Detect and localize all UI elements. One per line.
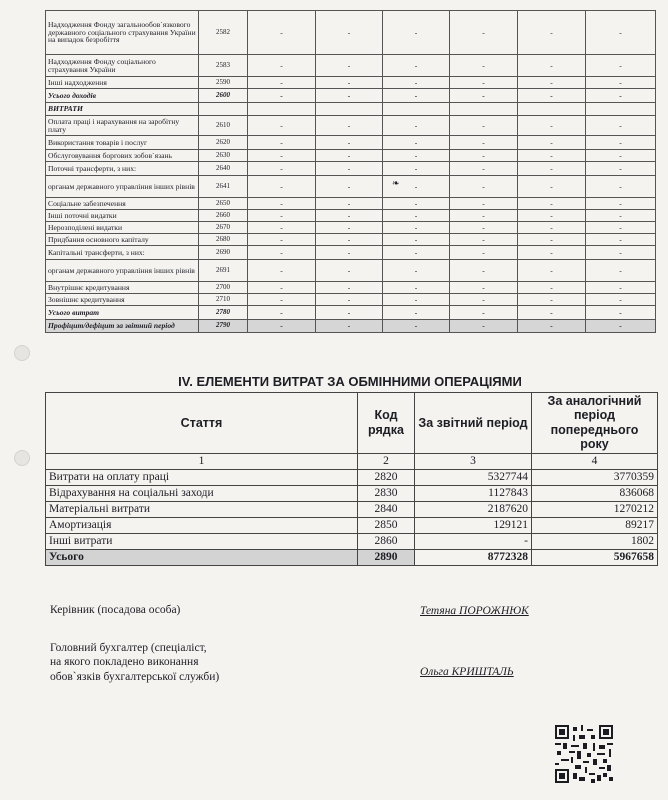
table-row (46, 162, 656, 176)
row-value: - (316, 306, 383, 320)
row-value: - (248, 234, 316, 246)
row-value: - (316, 246, 383, 260)
row-value: - (518, 77, 586, 89)
table-row (46, 485, 658, 501)
row-value: - (316, 11, 383, 55)
row-value: - (450, 320, 518, 333)
table-row (46, 103, 656, 116)
row-code: 2670 (199, 222, 248, 234)
row-current: 129121 (415, 517, 532, 533)
row-value: - (248, 306, 316, 320)
row-value: - (383, 136, 450, 150)
row-value: - (518, 89, 586, 103)
table-row (46, 533, 658, 549)
row-label: Внутрішнє кредитування (46, 282, 199, 294)
table-row (46, 260, 656, 282)
row-value: - (248, 55, 316, 77)
row-value: - (383, 11, 450, 55)
row-previous: 3770359 (532, 469, 658, 485)
row-value: - (316, 320, 383, 333)
row-value: - (383, 116, 450, 136)
row-value: - (450, 89, 518, 103)
row-code: 2850 (358, 517, 415, 533)
row-value: - (450, 282, 518, 294)
row-value: - (248, 162, 316, 176)
row-label: Капітальні трансферти, з них: (46, 246, 199, 260)
row-value: - (383, 55, 450, 77)
row-code: 2620 (199, 136, 248, 150)
row-value: - (518, 320, 586, 333)
table-row (46, 234, 656, 246)
row-code: 2691 (199, 260, 248, 282)
row-code: 2690 (199, 246, 248, 260)
row-current: - (415, 533, 532, 549)
row-value: - (316, 234, 383, 246)
accountant-title-line: на якого покладено виконання (50, 656, 199, 669)
row-value: - (586, 320, 656, 333)
row-value: - (518, 282, 586, 294)
row-label: органам державного управління інших рівнів (46, 260, 199, 282)
row-value: - (383, 246, 450, 260)
row-value: - (518, 234, 586, 246)
row-label: Зовнішнє кредитування (46, 294, 199, 306)
table-row (46, 77, 656, 89)
row-value: - (383, 198, 450, 210)
row-value: - (450, 136, 518, 150)
row-previous: 89217 (532, 517, 658, 533)
row-value: - (383, 294, 450, 306)
row-label: Інші поточні видатки (46, 210, 199, 222)
header-article: Стаття (46, 393, 358, 454)
row-value: - (586, 198, 656, 210)
row-current: 5327744 (415, 469, 532, 485)
row-label: Інші витрати (46, 533, 358, 549)
row-value: - (586, 282, 656, 294)
row-code: 2700 (199, 282, 248, 294)
row-label: органам державного управління інших рівнів (46, 176, 199, 198)
row-value: - (586, 234, 656, 246)
row-label: Нерозподілені видатки (46, 222, 199, 234)
row-value: - (248, 246, 316, 260)
row-label: Амортизація (46, 517, 358, 533)
row-value: - (248, 320, 316, 333)
row-label: Надходження Фонду загальнообов`язкового державного соціального страхування України на випадок безробіття (46, 11, 199, 55)
row-value: - (248, 294, 316, 306)
row-value: - (316, 162, 383, 176)
row-value: - (518, 222, 586, 234)
row-value (248, 103, 316, 116)
table-row (46, 294, 656, 306)
row-value: - (518, 116, 586, 136)
row-value: - (383, 234, 450, 246)
row-value: - (450, 11, 518, 55)
row-code: 2610 (199, 116, 248, 136)
table-row (46, 198, 656, 210)
col-number: 1 (46, 453, 358, 469)
row-code (199, 103, 248, 116)
row-previous: 5967658 (532, 549, 658, 565)
row-value: - (316, 210, 383, 222)
row-value: - (450, 260, 518, 282)
row-code: 2840 (358, 501, 415, 517)
row-value: - (586, 11, 656, 55)
accountant-name: Ольга КРИШТАЛЬ (420, 666, 514, 678)
row-code: 2780 (199, 306, 248, 320)
row-label: Матеріальні витрати (46, 501, 358, 517)
row-value: - (518, 294, 586, 306)
row-label: Надходження Фонду соціального страхування України (46, 55, 199, 77)
row-value: - (586, 306, 656, 320)
row-value: - (586, 210, 656, 222)
row-value: - (316, 260, 383, 282)
row-value: - (518, 260, 586, 282)
row-code: 2640 (199, 162, 248, 176)
row-value: - (248, 282, 316, 294)
row-value: - (518, 306, 586, 320)
row-label: Усього витрат (46, 306, 199, 320)
row-previous: 1270212 (532, 501, 658, 517)
row-value: - (316, 198, 383, 210)
punch-hole-icon (14, 345, 30, 361)
row-value: - (383, 89, 450, 103)
row-value: - (586, 89, 656, 103)
row-value: - (383, 282, 450, 294)
header-previous: За аналогічний період попереднього року (532, 393, 658, 454)
row-current: 8772328 (415, 549, 532, 565)
table-row (46, 320, 656, 333)
row-label: Витрати на оплату праці (46, 469, 358, 485)
row-value: - (248, 210, 316, 222)
row-value: - (316, 89, 383, 103)
row-label: Обслуговування боргових зобов`язань (46, 150, 199, 162)
row-value: - (383, 306, 450, 320)
row-label: ВИТРАТИ (46, 103, 199, 116)
row-value: - (316, 116, 383, 136)
row-code: 2830 (358, 485, 415, 501)
row-code: 2680 (199, 234, 248, 246)
row-value: - (316, 55, 383, 77)
row-value: - (586, 136, 656, 150)
row-value: - (248, 150, 316, 162)
table-row (46, 469, 658, 485)
table-row (46, 136, 656, 150)
row-value: - (450, 246, 518, 260)
row-value: - (450, 77, 518, 89)
accountant-title (50, 641, 219, 684)
col-number: 3 (415, 453, 532, 469)
row-value: - (518, 55, 586, 77)
section-title: IV. ЕЛЕМЕНТИ ВИТРАТ ЗА ОБМІННИМИ ОПЕРАЦІЯМИ (178, 374, 522, 389)
row-value: - (316, 176, 383, 198)
row-value: - (586, 162, 656, 176)
row-code: 2890 (358, 549, 415, 565)
row-value: - (586, 55, 656, 77)
row-value: - (450, 198, 518, 210)
row-value: - (518, 11, 586, 55)
row-value: - (450, 55, 518, 77)
head-name: Тетяна ПОРОЖНЮК (420, 605, 529, 617)
row-value: - (518, 210, 586, 222)
row-value: - (518, 150, 586, 162)
row-previous: 1802 (532, 533, 658, 549)
row-value: - (450, 294, 518, 306)
row-current: 1127843 (415, 485, 532, 501)
row-value: - (586, 116, 656, 136)
row-value: - (383, 210, 450, 222)
row-value: - (316, 294, 383, 306)
row-value (383, 103, 450, 116)
row-label: Оплата праці і нарахування на заробітну плату (46, 116, 199, 136)
table-row (46, 549, 658, 565)
row-value: - (383, 222, 450, 234)
expense-elements-table (45, 392, 658, 566)
row-value: - (450, 150, 518, 162)
row-value: - (586, 294, 656, 306)
row-code: 2790 (199, 320, 248, 333)
row-code: 2582 (199, 11, 248, 55)
row-value: - (248, 198, 316, 210)
row-value: - (450, 116, 518, 136)
row-value: - (450, 234, 518, 246)
row-value: - (316, 282, 383, 294)
row-code: 2630 (199, 150, 248, 162)
row-current: 2187620 (415, 501, 532, 517)
table-row (46, 176, 656, 198)
row-value: - (586, 176, 656, 198)
row-value: - (383, 162, 450, 176)
row-value: - (248, 89, 316, 103)
table-row (46, 116, 656, 136)
row-value (586, 103, 656, 116)
row-code: 2583 (199, 55, 248, 77)
row-value: - (316, 77, 383, 89)
row-code: 2710 (199, 294, 248, 306)
table-row (46, 306, 656, 320)
row-value: - (248, 176, 316, 198)
table-row (46, 11, 656, 55)
row-value (316, 103, 383, 116)
row-value: - (383, 260, 450, 282)
row-code: 2641 (199, 176, 248, 198)
table-row (46, 517, 658, 533)
header-code: Код рядка (358, 393, 415, 454)
table-row (46, 150, 656, 162)
row-code: 2650 (199, 198, 248, 210)
row-code: 2600 (199, 89, 248, 103)
row-value: - (248, 222, 316, 234)
table-row (46, 246, 656, 260)
row-value: - (450, 162, 518, 176)
row-value: - (383, 150, 450, 162)
row-label: Усього доходів (46, 89, 199, 103)
row-value: - (248, 260, 316, 282)
punch-hole-icon (14, 450, 30, 466)
row-value: - (586, 77, 656, 89)
row-value: - (586, 222, 656, 234)
table-row (46, 55, 656, 77)
row-label: Придбання основного капіталу (46, 234, 199, 246)
row-value: - (586, 150, 656, 162)
row-code: 2590 (199, 77, 248, 89)
col-number: 4 (532, 453, 658, 469)
row-label: Використання товарів і послуг (46, 136, 199, 150)
row-value: - (383, 176, 450, 198)
row-label: Профіцит/дефіцит за звітний період (46, 320, 199, 333)
row-value: - (450, 306, 518, 320)
row-value: - (450, 176, 518, 198)
row-value: - (316, 150, 383, 162)
revenue-expense-table (45, 10, 656, 333)
row-value: - (248, 11, 316, 55)
table-row (46, 222, 656, 234)
row-code: 2820 (358, 469, 415, 485)
row-value: - (316, 222, 383, 234)
row-label: Поточні трансферти, з них: (46, 162, 199, 176)
row-value: - (586, 260, 656, 282)
row-value: - (518, 136, 586, 150)
qr-code-icon (555, 725, 613, 783)
header-current: За звітний період (415, 393, 532, 454)
row-value: - (518, 198, 586, 210)
row-label: Усього (46, 549, 358, 565)
accountant-title-line: Головний бухгалтер (спеціаліст, (50, 642, 207, 654)
row-value: - (248, 136, 316, 150)
row-value: - (450, 222, 518, 234)
head-title: Керівник (посадова особа) (50, 604, 181, 616)
row-value: - (518, 176, 586, 198)
row-value: - (248, 77, 316, 89)
row-value: - (518, 162, 586, 176)
row-code: 2860 (358, 533, 415, 549)
row-label: Інші надходження (46, 77, 199, 89)
row-label: Відрахування на соціальні заходи (46, 485, 358, 501)
row-value: - (450, 210, 518, 222)
row-value: - (316, 136, 383, 150)
row-value (518, 103, 586, 116)
row-label: Соціальне забезпечення (46, 198, 199, 210)
row-value (450, 103, 518, 116)
row-value: - (586, 246, 656, 260)
row-value: - (248, 116, 316, 136)
table-row (46, 501, 658, 517)
stray-mark: ❧ (392, 178, 400, 188)
table-row (46, 282, 656, 294)
row-value: - (383, 320, 450, 333)
col-number: 2 (358, 453, 415, 469)
table-row (46, 89, 656, 103)
row-previous: 836068 (532, 485, 658, 501)
row-value: - (383, 77, 450, 89)
table-row (46, 210, 656, 222)
accountant-title-line: обов`язків бухгалтерської служби) (50, 670, 220, 683)
row-value: - (518, 246, 586, 260)
row-code: 2660 (199, 210, 248, 222)
